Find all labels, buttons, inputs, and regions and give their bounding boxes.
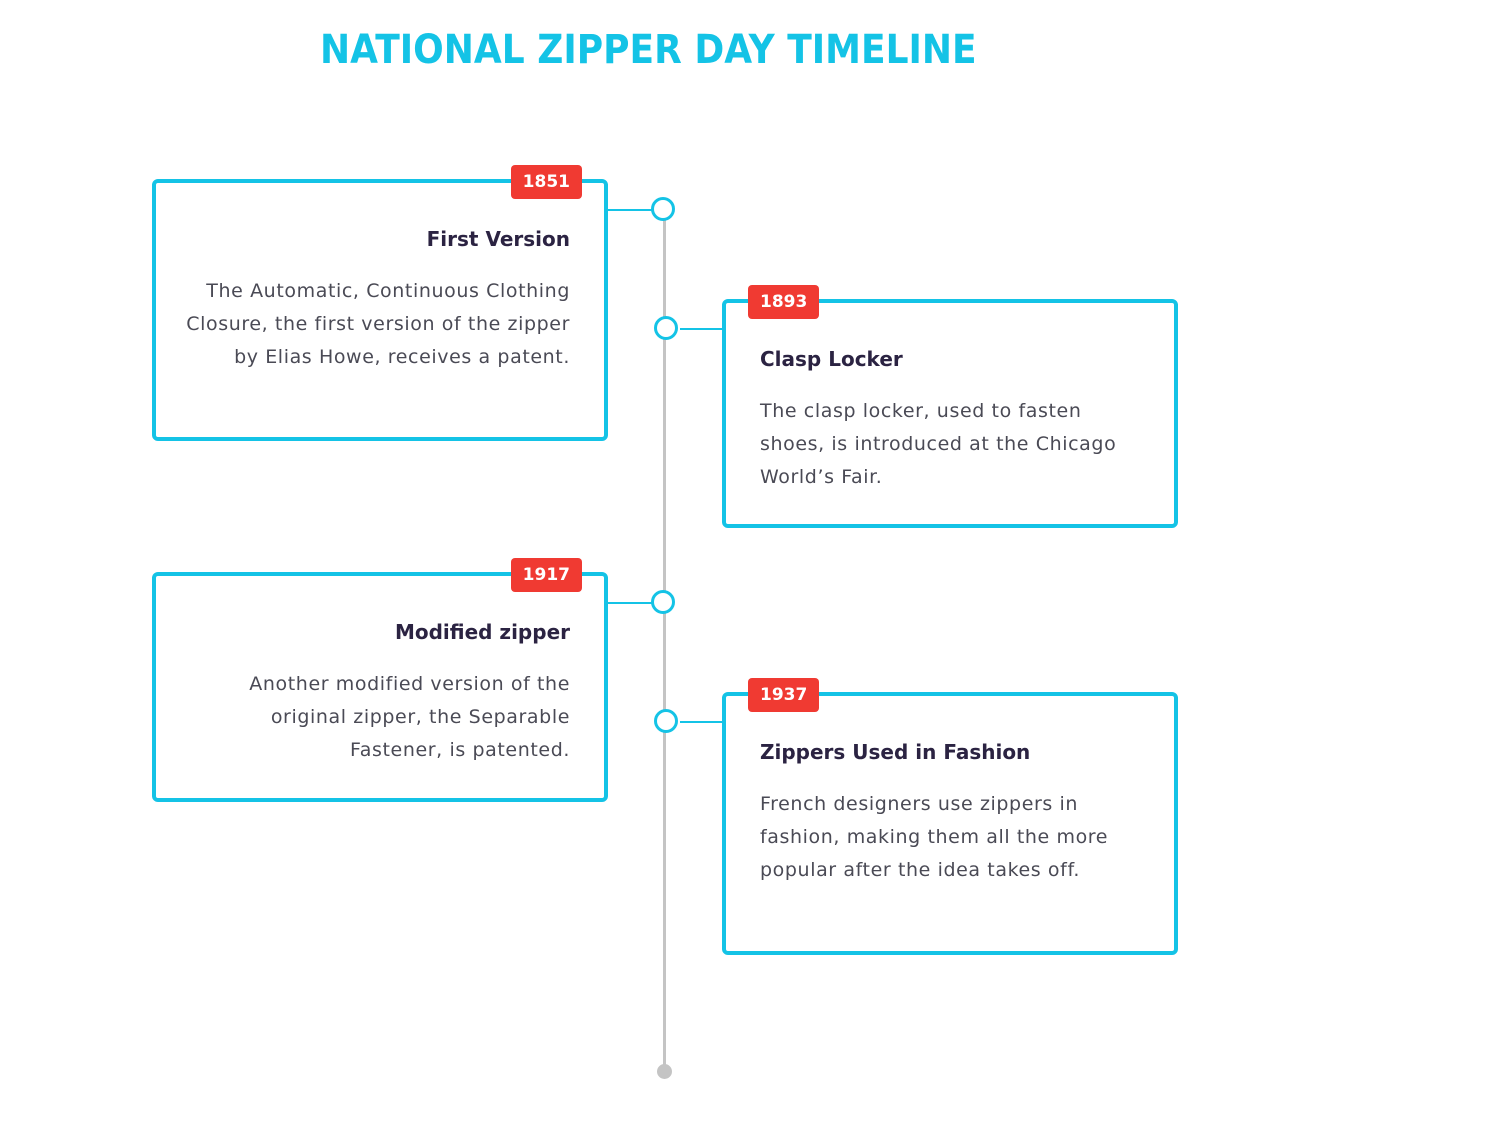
event-title: Modified zipper [394,620,570,644]
timeline-card-1937 [722,685,1178,955]
timeline-node-1937 [654,709,678,733]
event-description: Another modified version of the original zipper, the Separable Fastener, is patented. [249,673,570,761]
year-badge: 1893 [748,285,819,319]
year-badge: 1917 [511,558,582,592]
event-description: French designers use zippers in fashion, making them all the more popular after the idea takes off. [760,793,1109,881]
connector-1851 [606,209,652,211]
event-title: Clasp Locker [760,347,903,371]
timeline-node-1851 [651,197,675,221]
event-description: The clasp locker, used to fasten shoes, is introduced at the Chicago World’s Fair. [760,400,1117,488]
connector-1917 [606,602,652,604]
year-badge: 1851 [511,165,582,199]
event-description: The Automatic, Continuous Clothing Closure, the first version of the zipper by Elias Howe, receives a patent. [186,280,570,368]
page-title: NATIONAL ZIPPER DAY TIMELINE [320,27,977,73]
timeline-spine [663,212,666,1072]
timeline-node-1893 [654,316,678,340]
timeline-node-1917 [651,590,675,614]
connector-1937 [680,721,724,723]
event-title: First Version [426,227,570,251]
year-badge: 1937 [748,678,819,712]
timeline-card-1851 [152,172,608,441]
timeline-card-1917 [152,565,608,802]
timeline-card-1893 [722,292,1178,528]
connector-1893 [680,328,724,330]
event-title: Zippers Used in Fashion [760,740,1031,764]
timeline-end-dot [657,1064,672,1079]
